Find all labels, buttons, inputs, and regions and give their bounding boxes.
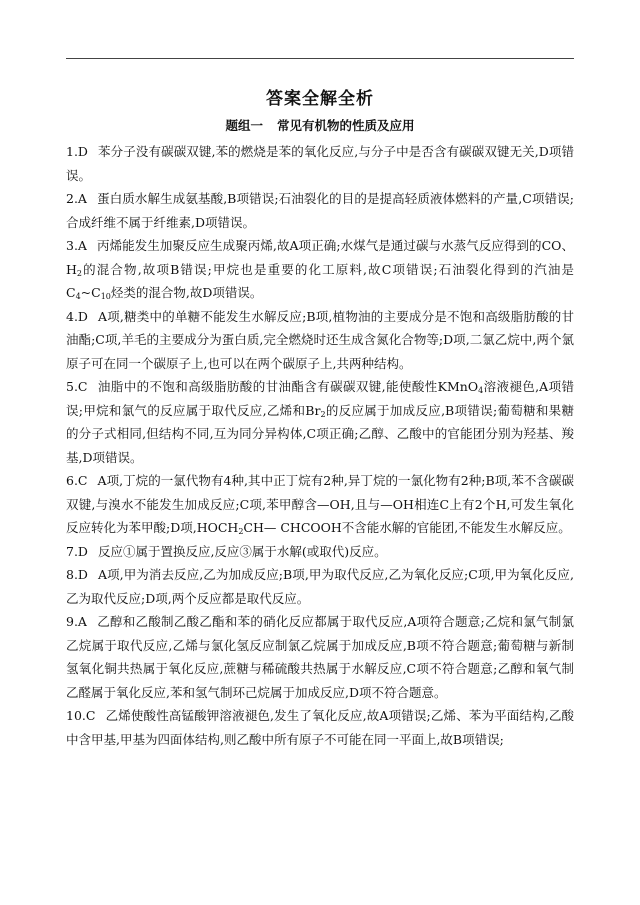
subscript: 4 [75, 292, 81, 301]
answer-number: 6.C [66, 473, 88, 488]
answer-number: 9.A [66, 614, 87, 629]
answer-text: CH— CHCOOH不含能水解的官能团,不能发生水解反应。 [243, 520, 571, 535]
answer-text: 乙烯使酸性高锰酸钾溶液褪色,发生了氧化反应,故A项错误;乙烯、苯为平面结构,乙酸中含甲基,甲基为四面体结构,则乙酸中所有原子不可能在同一平面上,故B项错误; [66, 708, 574, 747]
answer-item [66, 563, 574, 610]
answer-number: 1.D [66, 144, 88, 159]
answer-text: A项,丁烷的一氯代物有4种,其中正丁烷有2种,异丁烷的一氯化物有2种;B项,苯不含碳碳双键,与溴水不能发生加成反应;C项,苯甲醇含—OH,且与—OH相连C上有2个H,可发生氧化反应转化为苯甲酸;D项,HOCH [66, 473, 574, 535]
answer-number: 5.C [66, 379, 88, 394]
answer-item [66, 234, 574, 305]
answer-text: A项,糖类中的单糖不能发生水解反应;B项,植物油的主要成分是不饱和高级脂肪酸的甘油酯;C项,羊毛的主要成分为蛋白质,完全燃烧时还生成含氮化合物等;D项,二氯乙烷中,两个氯原子可在同一个碳原子上,也可以在两个碳原子上,共两种结构。 [66, 308, 574, 371]
answer-text: 溶液褪色,A项错误;甲烷和氯气的反应属于取代反应,乙烯和Br [66, 379, 574, 418]
answer-item [66, 610, 574, 704]
answer-number: 10.C [66, 708, 96, 723]
answer-number: 4.D [66, 308, 88, 324]
answer-text: 烃类的混合物,故D项错误。 [110, 285, 263, 300]
answer-number: 2.A [66, 191, 87, 206]
answer-text: 丙烯能发生加聚反应生成聚丙烯,故A项正确;水煤气是通过碳与水蒸气反应得到的CO、H [66, 238, 574, 277]
answer-number: 7.D [66, 543, 88, 559]
answer-list [66, 140, 574, 751]
answer-text: 反应①属于置换反应,反应③属于水解(或取代)反应。 [97, 543, 387, 559]
answer-text: ~C [80, 285, 101, 300]
section-subtitle [0, 116, 640, 134]
answer-number: 8.D [66, 567, 88, 582]
answer-item [66, 540, 574, 564]
answer-item [66, 704, 574, 751]
answer-item [66, 140, 574, 187]
group-label: 题组一 [225, 118, 263, 133]
page-title: 答案全解全析 [266, 89, 374, 109]
subscript: 10 [100, 292, 111, 301]
answer-text: 的混合物,故项B错误;甲烷也是重要的化工原料,故C项错误;石油裂化得到的汽油是C [66, 261, 574, 300]
subscript: 4 [478, 386, 484, 395]
answer-text: 乙醇和乙酸制乙酸乙酯和苯的硝化反应都属于取代反应,A项符合题意;乙烷和氯气制氯乙烷属于取代反应,乙烯与氯化氢反应制氯乙烷属于加成反应,B项不符合题意;葡萄糖与新制氢氧化铜共热属于氧化反应,蔗糖与稀硫酸共热属于水解反应,C项不符合题意;乙醇和氧气制乙醛属于氧化反应,苯和氢气制环己烷属于加成反应,D项不符合题意。 [66, 614, 574, 700]
answer-item [66, 305, 574, 376]
subscript: 2 [320, 409, 326, 419]
subscript: 2 [238, 527, 244, 536]
answer-text: 蛋白质水解生成氨基酸,B项错误;石油裂化的目的是提高轻质液体燃料的产量,C项错误;合成纤维不属于纤维素,D项错误。 [66, 191, 574, 230]
answer-text: 苯分子没有碳碳双键,苯的燃烧是苯的氧化反应,与分子中是否含有碳碳双键无关,D项错误。 [66, 144, 574, 183]
topic-label: 常见有机物的性质及应用 [277, 118, 415, 133]
answer-item [66, 187, 574, 234]
answer-text: 油脂中的不饱和高级脂肪酸的甘油酯含有碳碳双键,能使酸性KMnO [97, 379, 479, 394]
answer-number: 3.A [66, 238, 87, 253]
subscript: 2 [76, 268, 82, 278]
answer-item [66, 469, 574, 540]
top-rule [66, 58, 574, 59]
answer-item [66, 375, 574, 469]
answer-text: A项,甲为消去反应,乙为加成反应;B项,甲为取代反应,乙为氧化反应;C项,甲为氧化反应,乙为取代反应;D项,两个反应都是取代反应。 [66, 567, 574, 606]
answer-text: 的反应属于加成反应,B项错误;葡萄糖和果糖的分子式相同,但结构不同,互为同分异构体,C项正确;乙醇、乙酸中的官能团分别为羟基、羧基,D项错误。 [66, 402, 574, 465]
